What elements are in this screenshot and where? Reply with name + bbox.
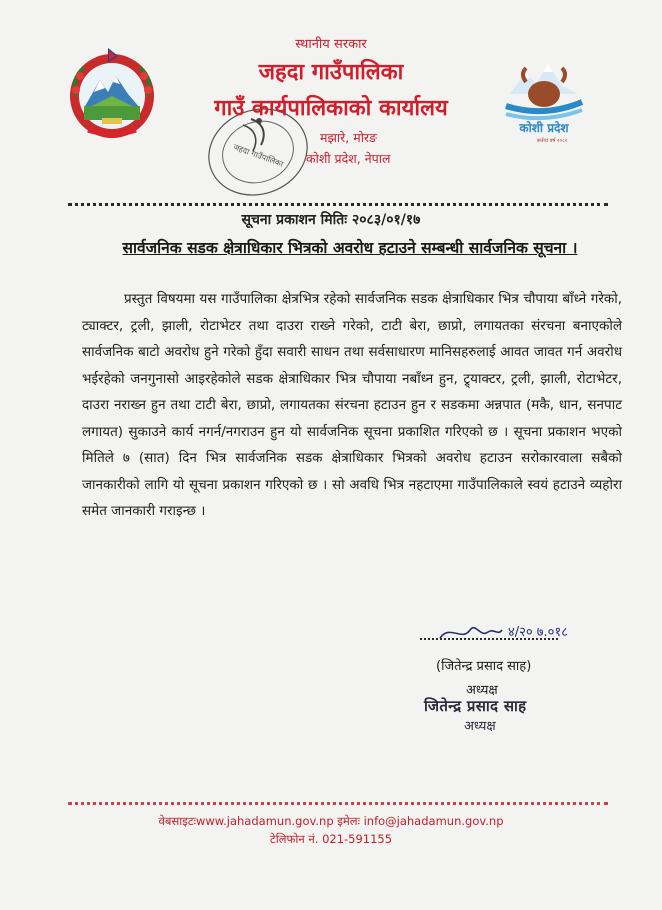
signatory-title: अध्यक्ष [466,683,498,698]
koshi-logo-text: कोशी प्रदेश [519,121,569,135]
signature-scribble [436,616,576,650]
header-address-1: मझारे, मोरङ [320,130,378,145]
stamp-text: जहदा गाउँपालिका [232,142,285,169]
notice-title: सार्वजनिक सडक क्षेत्राधिकार भित्रको अवरोध हटाउने सम्बन्धी सार्वजनिक सूचना । [122,239,578,257]
koshi-logo-subtext: कर्तव्य वर्ष २०८२ [536,138,568,144]
name-stamp: जितेन्द्र प्रसाद साह [424,697,527,715]
header-local-government: स्थानीय सरकार [295,37,367,52]
signatory-name: (जितेन्द्र प्रसाद साह) [436,659,532,674]
notice-body [82,286,622,525]
footer-contact: वेबसाइटःwww.jahadamun.gov.np इमेलः info@jahadamun.gov.np [158,814,504,828]
header-office-name: गाउँ कार्यपालिकाको कार्यालय [214,96,448,121]
title-stamp: अध्यक्ष [464,719,496,734]
header-divider [68,203,608,206]
footer-divider [68,802,608,805]
notice-body-text: प्रस्तुत विषयमा यस गाउँपालिका क्षेत्रभित्र रहेको सार्वजनिक सडक क्षेत्राधिकार भित्र चौपाया बाँध्ने गरेको, ट्याक्टर, ट्रली, झाली, रोटाभेटर तथा दाउरा राख्ने गरेको, टाटी बेरा, छाप्रो, लगायतका संरचना बनाएकोले सार्वजनिक बाटो अवरोध हुने गरेको हुँदा सवारी साधन तथा सर्वसाधारण मानिसहरुलाई आवत जावत गर्न अवरोध भईरहेको जनगुनासो आइरहेकोले सडक क्षेत्राधिकार भित्र चौपाया नबाँध्न हुन, ट्र्याक्टर, ट्रली, झाली, रोटाभेटर, दाउरा नराख्न हुन तथा टाटी बेरा, छाप्रो, लगायतका संरचना हटाउन हुन र सडकमा अन्नपात (मकै, धान, सनपाट लगायत) सुकाउने कार्य नगर्न/नगराउन हुन यो सार्वजनिक सूचना प्रकाशित गरिएको छ । सूचना प्रकाशन भएको मितिले ७ (सात) दिन भित्र सार्वजनिक सडक क्षेत्राधिकार भित्रको अवरोध हटाउन सरोकारवाला सबैको जानकारीको लागि यो सूचना प्रकाशन गरिएको छ । सो अवधि भित्र नहटाएमा गाउँपालिकाले स्वयं हटाउने व्यहोरा समेत जानकारी गराइन्छ । [82,291,622,519]
signature-date: ४/२० ७.०१८ [508,625,568,640]
header-address-2: कोशी प्रदेश, नेपाल [306,151,391,166]
header-municipality-name: जहदा गाउँपालिका [258,60,404,85]
signature-line [420,638,558,640]
footer-phone: टेलिफोन नं. 021-591155 [269,832,393,846]
notice-date: सूचना प्रकाशन मितिः २०८३/०१/१७ [241,212,421,228]
